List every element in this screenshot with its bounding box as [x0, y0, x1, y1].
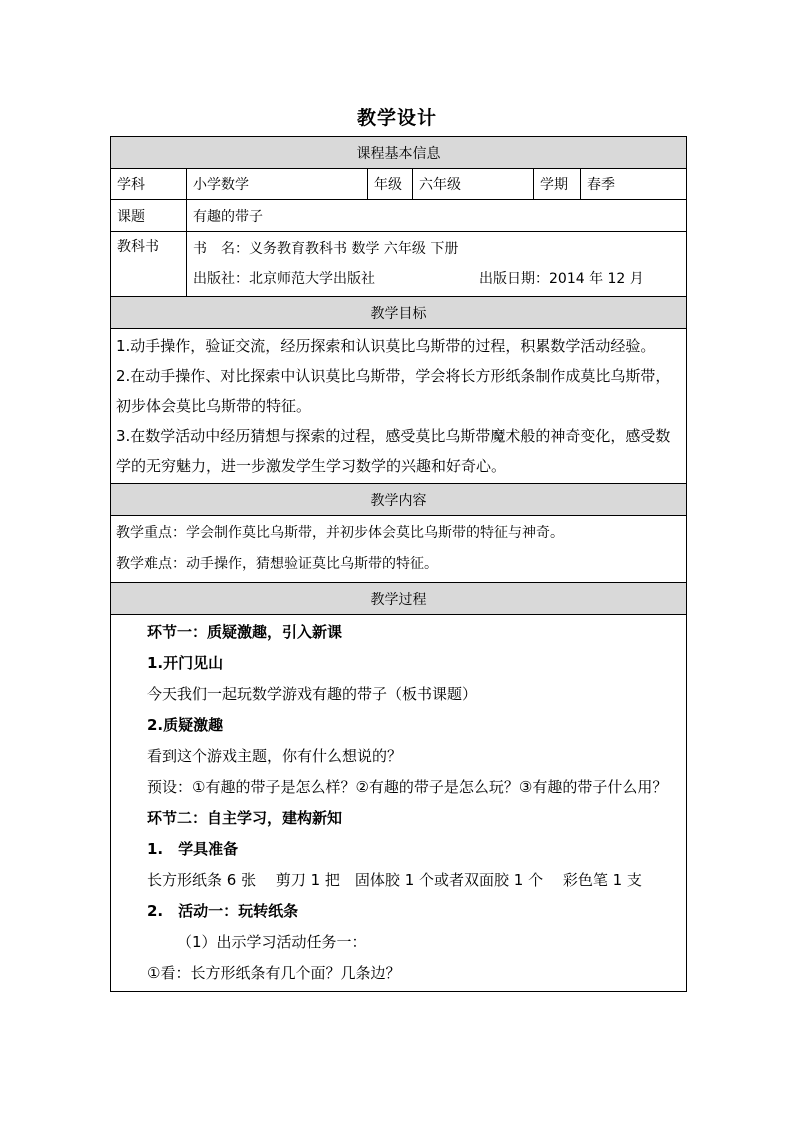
term-value: 春季 [581, 169, 687, 200]
process-body [111, 615, 687, 992]
section-header-content: 教学内容 [111, 484, 687, 516]
task-one-look: ①看：长方形纸条有几个面？几条边？ [147, 964, 401, 982]
textbook-publisher-row [193, 264, 680, 294]
content-body [111, 516, 687, 583]
goal-item: 3.在数学活动中经历猜想与探索的过程，感受莫比乌斯带魔术般的神奇变化，感受数学的无穷魅力，进一步激发学生学习数学的兴趣和好奇心。 [116, 427, 671, 475]
term-label: 学期 [534, 169, 581, 200]
textbook-info [187, 232, 687, 297]
goal-item: 1.动手操作，验证交流，经历探索和认识莫比乌斯带的过程，积累数学活动经验。 [116, 337, 656, 355]
topic-value: 有趣的带子 [187, 200, 687, 232]
tools-heading: 1. 学具准备 [147, 840, 239, 858]
textbook-publisher: 出版社：北京师范大学出版社 [193, 271, 375, 287]
step-opening-heading: 1.开门见山 [147, 654, 224, 672]
step-question-text: 看到这个游戏主题，你有什么想说的？ [147, 747, 403, 765]
goal-item: 2.在动手操作、对比探索中认识莫比乌斯带，学会将长方形纸条制作成莫比乌斯带，初步体会莫比乌斯带的特征。 [116, 367, 671, 415]
key-point: 教学重点：学会制作莫比乌斯带，并初步体会莫比乌斯带的特征与神奇。 [116, 525, 564, 541]
lesson-plan-table [110, 136, 686, 992]
step-question-preset: 预设：①有趣的带子是怎么样？②有趣的带子是怎么玩？③有趣的带子什么用？ [147, 778, 668, 796]
section-header-goals: 教学目标 [111, 297, 687, 329]
section-header-basic-info: 课程基本信息 [111, 137, 687, 169]
textbook-name: 书 名：义务教育教科书 数学 六年级 下册 [193, 241, 459, 257]
tools-list: 长方形纸条 6 张 剪刀 1 把 固体胶 1 个或者双面胶 1 个 彩色笔 1 支 [147, 871, 642, 889]
textbook-label: 教科书 [111, 232, 187, 297]
difficulty: 教学难点：动手操作，猜想验证莫比乌斯带的特征。 [116, 556, 438, 572]
stage-one-heading: 环节一：质疑激趣，引入新课 [147, 623, 343, 641]
topic-label: 课题 [111, 200, 187, 232]
document-title: 教学设计 [356, 107, 437, 129]
step-opening-text: 今天我们一起玩数学游戏有趣的带子（板书课题） [147, 685, 478, 703]
textbook-publish-date: 出版日期：2014 年 12 月 [479, 271, 644, 287]
subject-value: 小学数学 [187, 169, 368, 200]
grade-label: 年级 [368, 169, 413, 200]
grade-value: 六年级 [413, 169, 534, 200]
subject-label: 学科 [111, 169, 187, 200]
task-one-intro: （1）出示学习活动任务一： [177, 933, 367, 951]
section-header-process: 教学过程 [111, 583, 687, 615]
step-question-heading: 2.质疑激趣 [147, 716, 224, 734]
activity-one-heading: 2. 活动一：玩转纸条 [147, 902, 299, 920]
stage-two-heading: 环节二：自主学习，建构新知 [147, 809, 343, 827]
goals-body [111, 329, 687, 484]
